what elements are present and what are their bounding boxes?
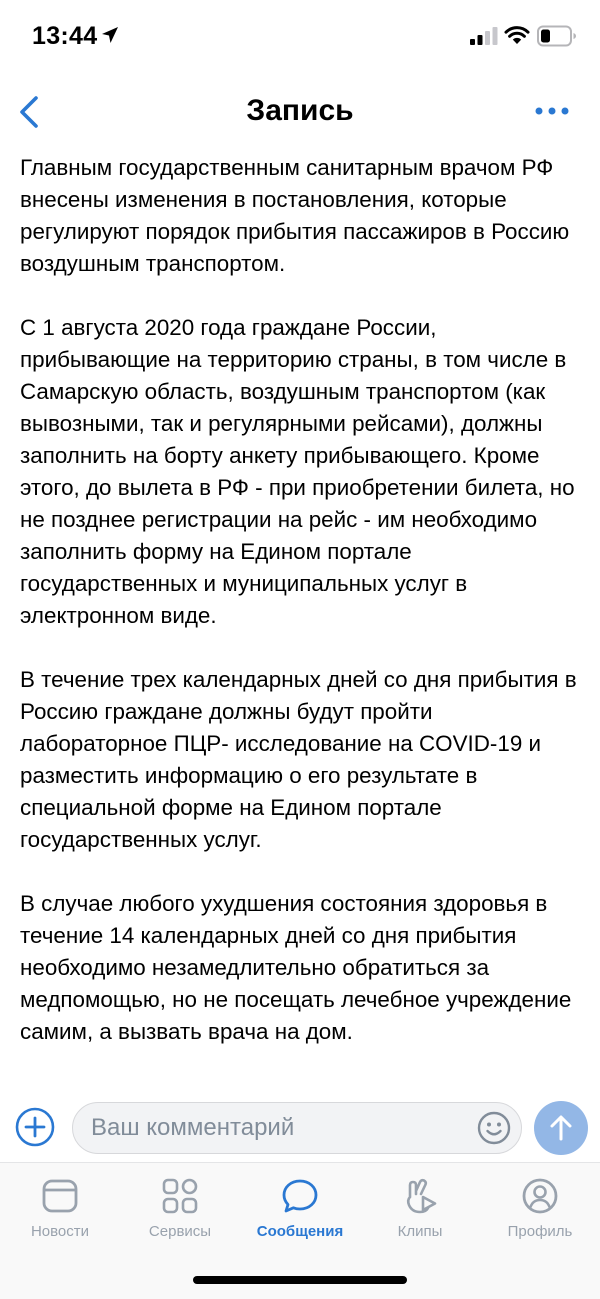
tab-label: Сервисы — [148, 1223, 212, 1240]
cellular-signal-icon — [470, 27, 498, 45]
page-title: Запись — [246, 94, 354, 127]
status-bar — [0, 0, 600, 72]
tab-messages[interactable] — [240, 1177, 360, 1257]
tab-news[interactable] — [0, 1177, 120, 1257]
add-attachment-icon[interactable] — [15, 1107, 55, 1147]
comment-bar — [0, 1095, 600, 1167]
messages-icon — [281, 1177, 319, 1215]
tab-label: Клипы — [397, 1223, 443, 1240]
battery-icon — [537, 25, 577, 47]
location-arrow-icon — [101, 26, 119, 44]
home-indicator — [193, 1276, 407, 1284]
tab-services[interactable] — [120, 1177, 240, 1257]
arrow-up-icon — [548, 1114, 574, 1142]
news-icon — [41, 1177, 79, 1215]
tab-clips[interactable] — [360, 1177, 480, 1257]
tab-label: Сообщения — [256, 1223, 344, 1240]
send-button[interactable] — [534, 1101, 588, 1155]
tab-label: Новости — [30, 1223, 90, 1240]
clips-icon — [401, 1177, 439, 1215]
emoji-smile-icon[interactable] — [477, 1111, 511, 1145]
status-time: 13:44 — [32, 22, 98, 50]
post-text — [20, 152, 585, 1088]
services-icon — [161, 1177, 199, 1215]
post-paragraph: Главным государственным санитарным врачом РФ внесены изменения в постановления, которые регулируют порядок прибытия пассажиров в Россию воздушным транспортом. — [20, 155, 570, 276]
comment-input[interactable] — [72, 1102, 522, 1154]
tab-profile[interactable] — [480, 1177, 600, 1257]
tab-label: Профиль — [507, 1223, 573, 1240]
more-options-icon[interactable] — [532, 98, 572, 124]
nav-header — [0, 80, 600, 142]
wifi-icon — [504, 25, 530, 45]
post-paragraph: В течение трех календарных дней со дня прибытия в Россию граждане должны будут пройти лабораторное ПЦР- исследование на COVID-19 и разместить информацию о его результате в специальной форме на Едином портале государственных услуг. — [20, 667, 577, 852]
post-paragraph: С 1 августа 2020 года граждане России, прибывающие на территорию страны, в том числе в Самарскую область, воздушным транспортом (как вывозными, так и регулярными рейсами), должны заполнить на борту анкету прибывающего. Кроме этого, до вылета в РФ - при приобретении билета, но не позднее регистрации на рейс - им необходимо заполнить форму на Едином портале государственных и муниципальных услуг в электронном виде. — [20, 315, 575, 628]
post-paragraph: В случае любого ухудшения состояния здоровья в течение 14 календарных дней со дня прибытия необходимо незамедлительно обратиться за медпомощью, но не посещать лечебное учреждение самим, а вызвать врача на дом. — [20, 891, 572, 1044]
profile-icon — [521, 1177, 559, 1215]
